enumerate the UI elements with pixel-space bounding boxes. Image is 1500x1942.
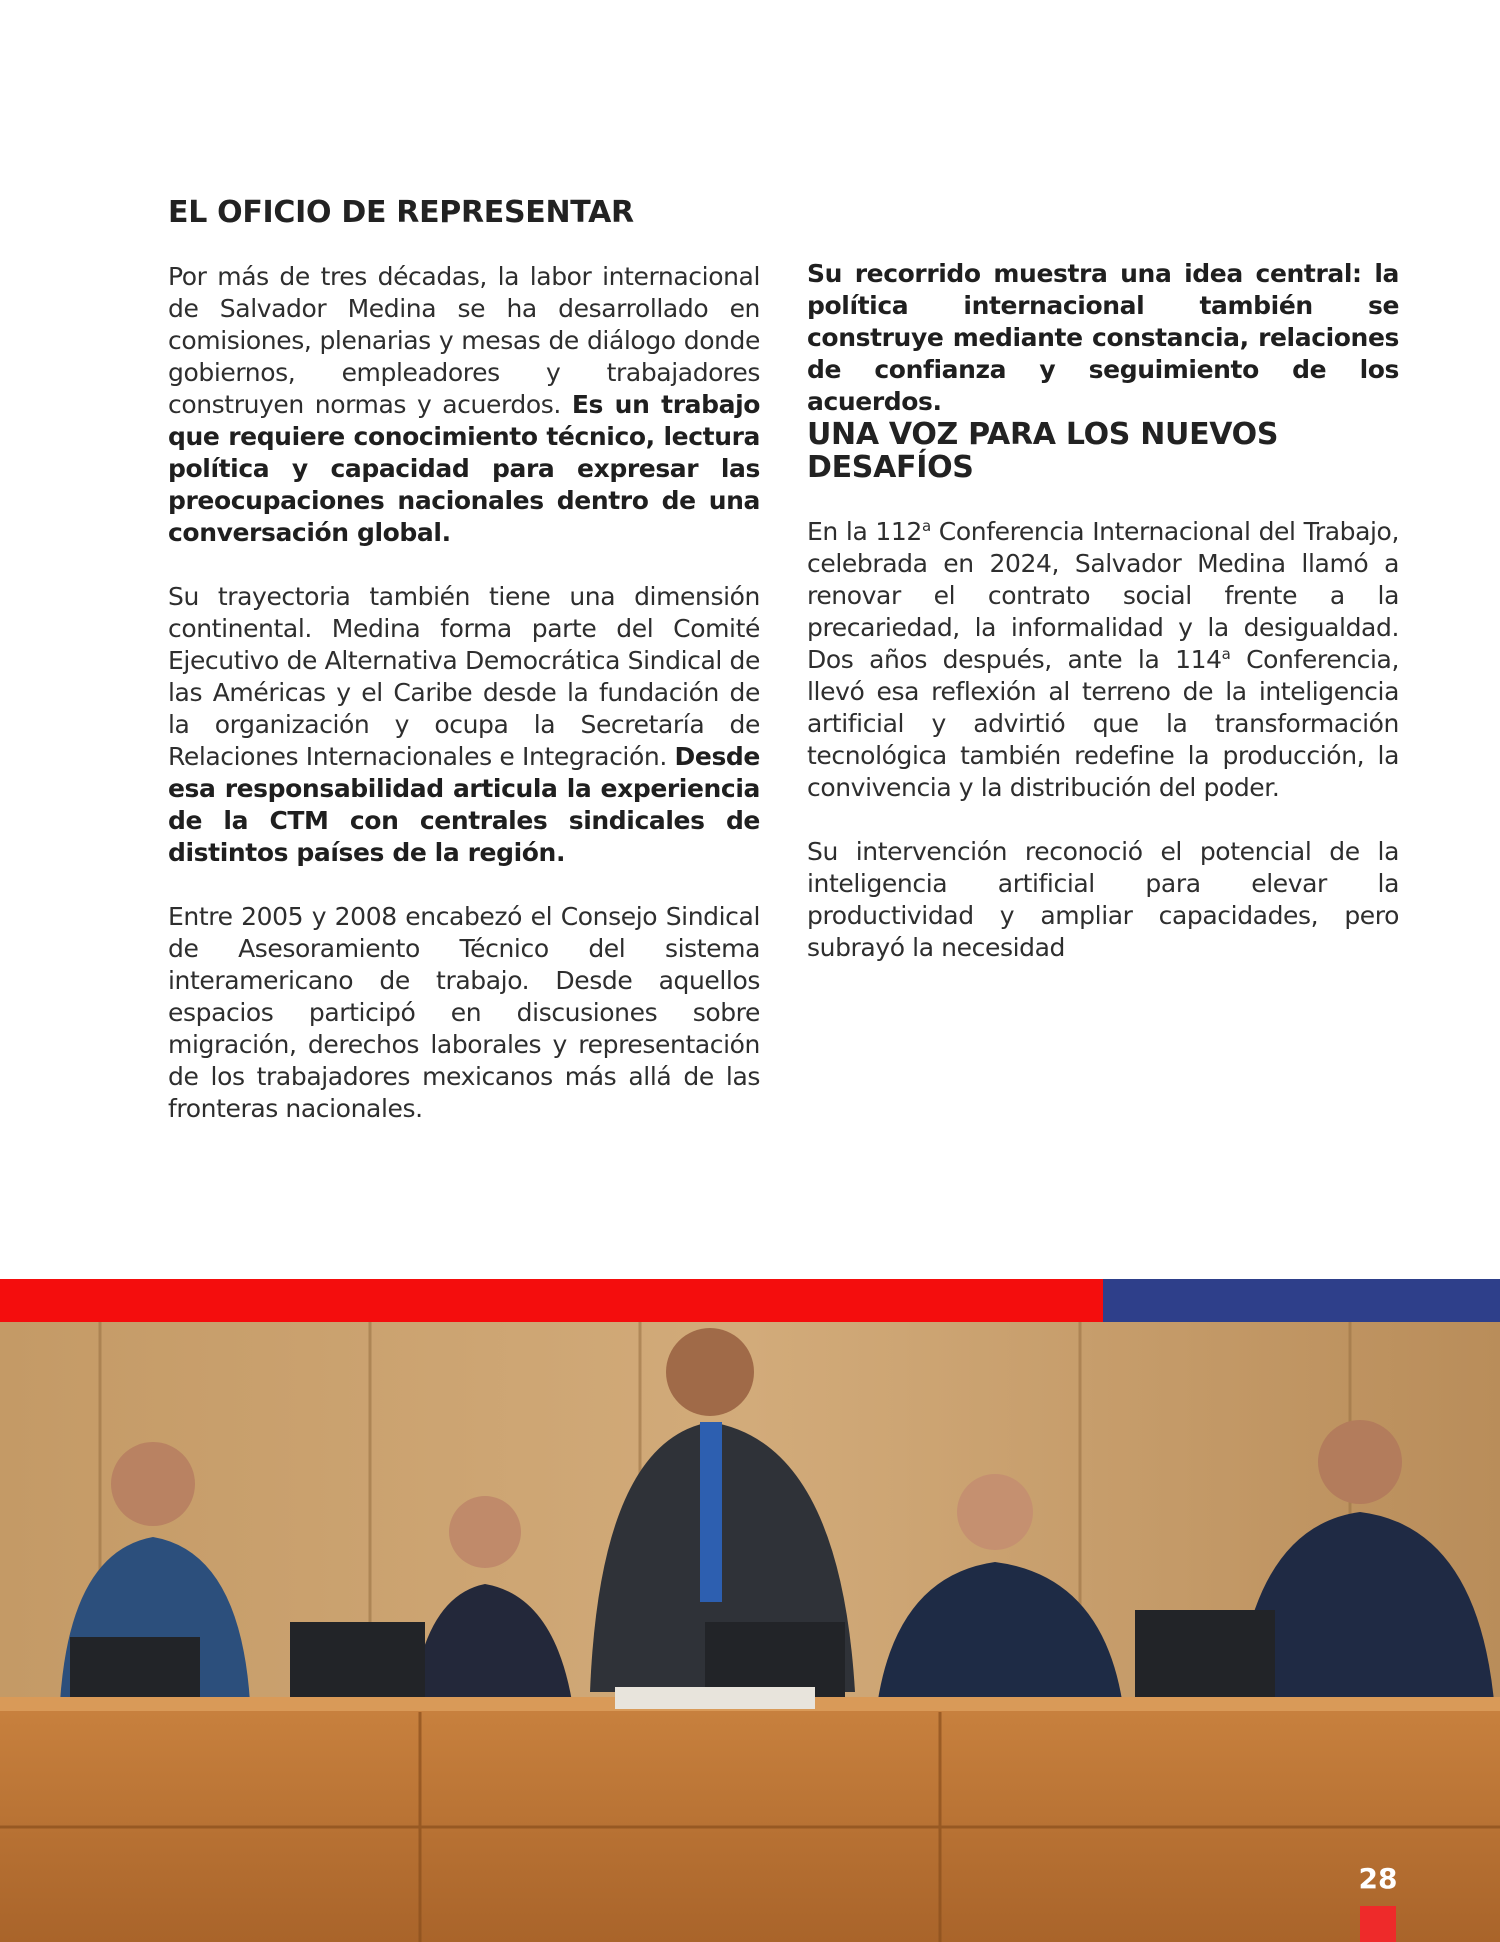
p4-part-a: En la 112 [807, 517, 922, 546]
blue-band [1103, 1279, 1500, 1322]
page-number: 28 [1358, 1862, 1398, 1895]
p4-sup-2: a [1221, 645, 1231, 663]
section-title-desafios: UNA VOZ PARA LOS NUEVOS DESAFÍOS [807, 417, 1279, 485]
paragraph-3: Entre 2005 y 2008 encabezó el Consejo Sindical de Asesoramiento Técnico del sistema interamericano de trabajo. Desde aquellos espacios participó en discusiones sobre migración, derechos laborales y representación de los trabajadores mexicanos más allá de las fronteras nacionales. [168, 902, 760, 1123]
conference-panel-photo [0, 1322, 1500, 1942]
photo-illustration [0, 1322, 1500, 1942]
highlight-paragraph: Su recorrido muestra una idea central: la política internacional también se construye mediante constancia, relaciones de confianza y seguimiento de los acuerdos. [807, 259, 1399, 416]
paragraph-4 [807, 516, 1399, 804]
paragraph-2-bold: Desde esa responsabilidad articula la experiencia de la CTM con centrales sindicales de distintos países de la región. [168, 742, 760, 867]
red-band [0, 1279, 1103, 1322]
page-number-marker [1360, 1906, 1396, 1942]
p4-part-b: Conferencia Internacional del Trabajo, celebrada en 2024, Salvador Medina llamó a renovar el contrato social frente a la precariedad, la informalidad y la desigualdad. Dos años después, ante la 114 [807, 517, 1400, 674]
section-title-oficio: EL OFICIO DE REPRESENTAR [168, 195, 634, 230]
paragraph-5: Su intervención reconoció el potencial de la inteligencia artificial para elevar la productividad y ampliar capacidades, pero subrayó la necesidad [807, 837, 1399, 962]
p4-sup-1: a [921, 517, 931, 535]
paragraph-1 [168, 261, 760, 549]
paragraph-2-text: Su trayectoria también tiene una dimensión continental. Medina forma parte del Comité Ejecutivo de Alternativa Democrática Sindical de las Américas y el Caribe desde la fundación de la organización y ocupa la Secretaría de Relaciones Internacionales e Integración. [168, 582, 760, 771]
right-column [807, 258, 1399, 964]
paragraph-2 [168, 581, 760, 869]
paragraph-1-text: Por más de tres décadas, la labor internacional de Salvador Medina se ha desarrollado en comisiones, plenarias y mesas de diálogo donde gobiernos, empleadores y trabajadores construyen normas y acuerdos. [168, 262, 760, 419]
left-column [168, 196, 760, 1125]
p4-part-c: Conferencia, llevó esa reflexión al terreno de la inteligencia artificial y advirtió que la transformación tecnológica también redefine la producción, la convivencia y la distribución del poder. [807, 645, 1399, 802]
paragraph-1-bold: Es un trabajo que requiere conocimiento técnico, lectura política y capacidad para expresar las preocupaciones nacionales dentro de una conversación global. [168, 390, 761, 547]
